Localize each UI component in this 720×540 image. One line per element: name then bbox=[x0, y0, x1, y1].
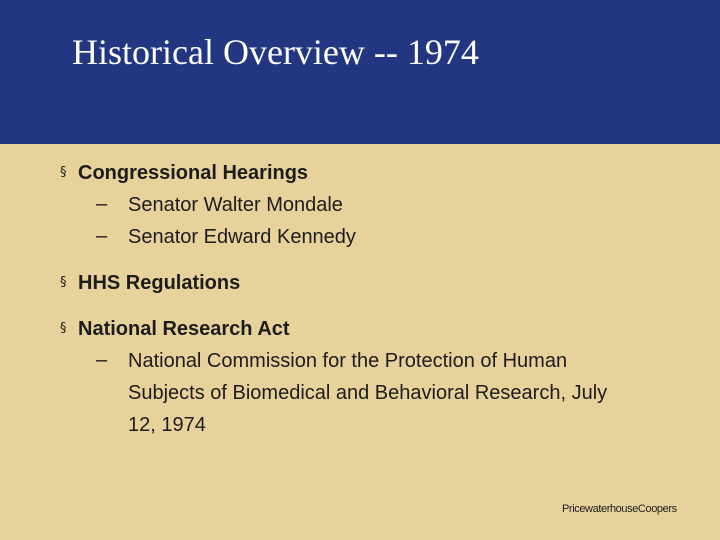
bullet-text: HHS Regulations bbox=[78, 272, 241, 294]
bullet-marker-icon: § bbox=[60, 275, 67, 290]
bullet-item bbox=[60, 158, 680, 253]
sub-bullet-item bbox=[96, 189, 680, 221]
title-banner bbox=[0, 0, 720, 144]
bullet-text: National Research Act bbox=[78, 318, 290, 340]
sub-bullet-item bbox=[96, 345, 628, 441]
bullet-item bbox=[60, 314, 680, 441]
bullet-text: Congressional Hearings bbox=[78, 162, 309, 184]
sub-bullet-text: Senator Walter Mondale bbox=[128, 194, 343, 216]
sub-bullet-text: Senator Edward Kennedy bbox=[128, 226, 356, 248]
company-logo-text: PricewaterhouseCoopers bbox=[562, 503, 677, 515]
bullet-marker-icon: § bbox=[60, 165, 67, 180]
sub-bullet-item bbox=[96, 221, 680, 253]
sub-bullet-text: National Commission for the Protection of Human Subjects of Biomedical and Behavioral Research, July 12, 1974 bbox=[128, 350, 608, 436]
bullet-marker-icon: § bbox=[60, 321, 67, 336]
slide-title: Historical Overview -- 1974 bbox=[72, 32, 479, 72]
dash-marker-icon: – bbox=[96, 349, 108, 371]
dash-marker-icon: – bbox=[96, 193, 108, 215]
dash-marker-icon: – bbox=[96, 225, 108, 247]
slide-content bbox=[60, 158, 680, 441]
bullet-item bbox=[60, 268, 680, 299]
